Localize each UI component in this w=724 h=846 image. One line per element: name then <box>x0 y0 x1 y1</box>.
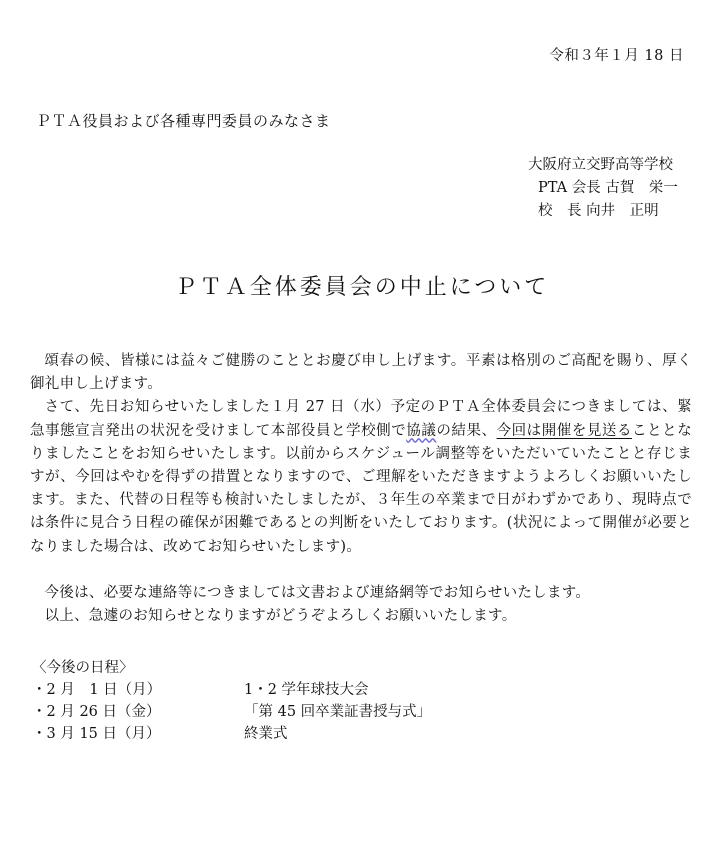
cancellation-text-c: の結果、 <box>436 422 497 439</box>
sender-block <box>528 154 678 223</box>
cancellation-text-e: こととなりましたことをお知らせいたします。以前からスケジュール調整等をいただいていたことと存じますが、今回はやむを得ずの措置となりますので、ご理解をいただきますようよろしくお願いいたします。また、代替の日程等も検討いたしましたが、３年生の卒業まで日がわずかであり、現時点では条件に見合う日程の確保が困難であるとの判断をいたしております。(状況によって開催が必要となりました場合は、改めてお知らせいたします)。 <box>30 422 692 555</box>
sender-principal: 校 長 向井 正明 <box>538 203 659 219</box>
schedule-event: 1・2 学年球技大会 <box>244 682 369 698</box>
closing-paragraph: 以上、急遽のお知らせとなりますがどうぞよろしくお願いいたします。 <box>44 608 517 625</box>
schedule-heading: 〈今後の日程〉 <box>32 660 134 676</box>
schedule-item <box>32 701 431 723</box>
schedule-event: 終業式 <box>244 726 288 742</box>
document-title: ＰＴＡ全体委員会の中止について <box>174 275 550 300</box>
schedule-date: ・2 月 26 日（金） <box>32 704 161 720</box>
recipient-line: ＰＴＡ役員および各種専門委員のみなさま <box>36 112 331 130</box>
schedule-date: ・3 月 15 日（月） <box>32 726 161 742</box>
cancellation-emphasis: 今回は開催を見送る <box>496 422 633 439</box>
cancellation-text-a: さて、先日お知らせいたしました１月 27 日（水）予定のＰＴＡ全体委員会につきましては、緊急事態宣言発出の状況を受けまして本部役員と学校側で <box>30 399 692 439</box>
cancellation-text-kyogi: 協議 <box>406 422 437 439</box>
sender-pta-president: PTA 会長 古賀 栄一 <box>538 180 678 196</box>
document-date: 令和３年１月 18 日 <box>549 48 684 64</box>
contact-paragraph: 今後は、必要な連絡等につきましては文書および連絡網等でお知らせいたします。 <box>44 584 591 601</box>
sender-school: 大阪府立交野高等学校 <box>528 157 673 173</box>
body-text <box>30 350 692 628</box>
schedule-item <box>32 679 431 701</box>
cancellation-paragraph <box>30 396 692 558</box>
schedule-item <box>32 723 431 745</box>
schedule-section <box>32 657 431 745</box>
schedule-date: ・2 月 1 日（月） <box>32 682 162 698</box>
schedule-event: 「第 45 回卒業証書授与式」 <box>244 704 432 720</box>
greeting-paragraph: 頌春の候、皆様には益々ご健勝のこととお慶び申し上げます。平素は格別のご高配を賜り、厚く御礼申し上げます。 <box>30 353 692 393</box>
